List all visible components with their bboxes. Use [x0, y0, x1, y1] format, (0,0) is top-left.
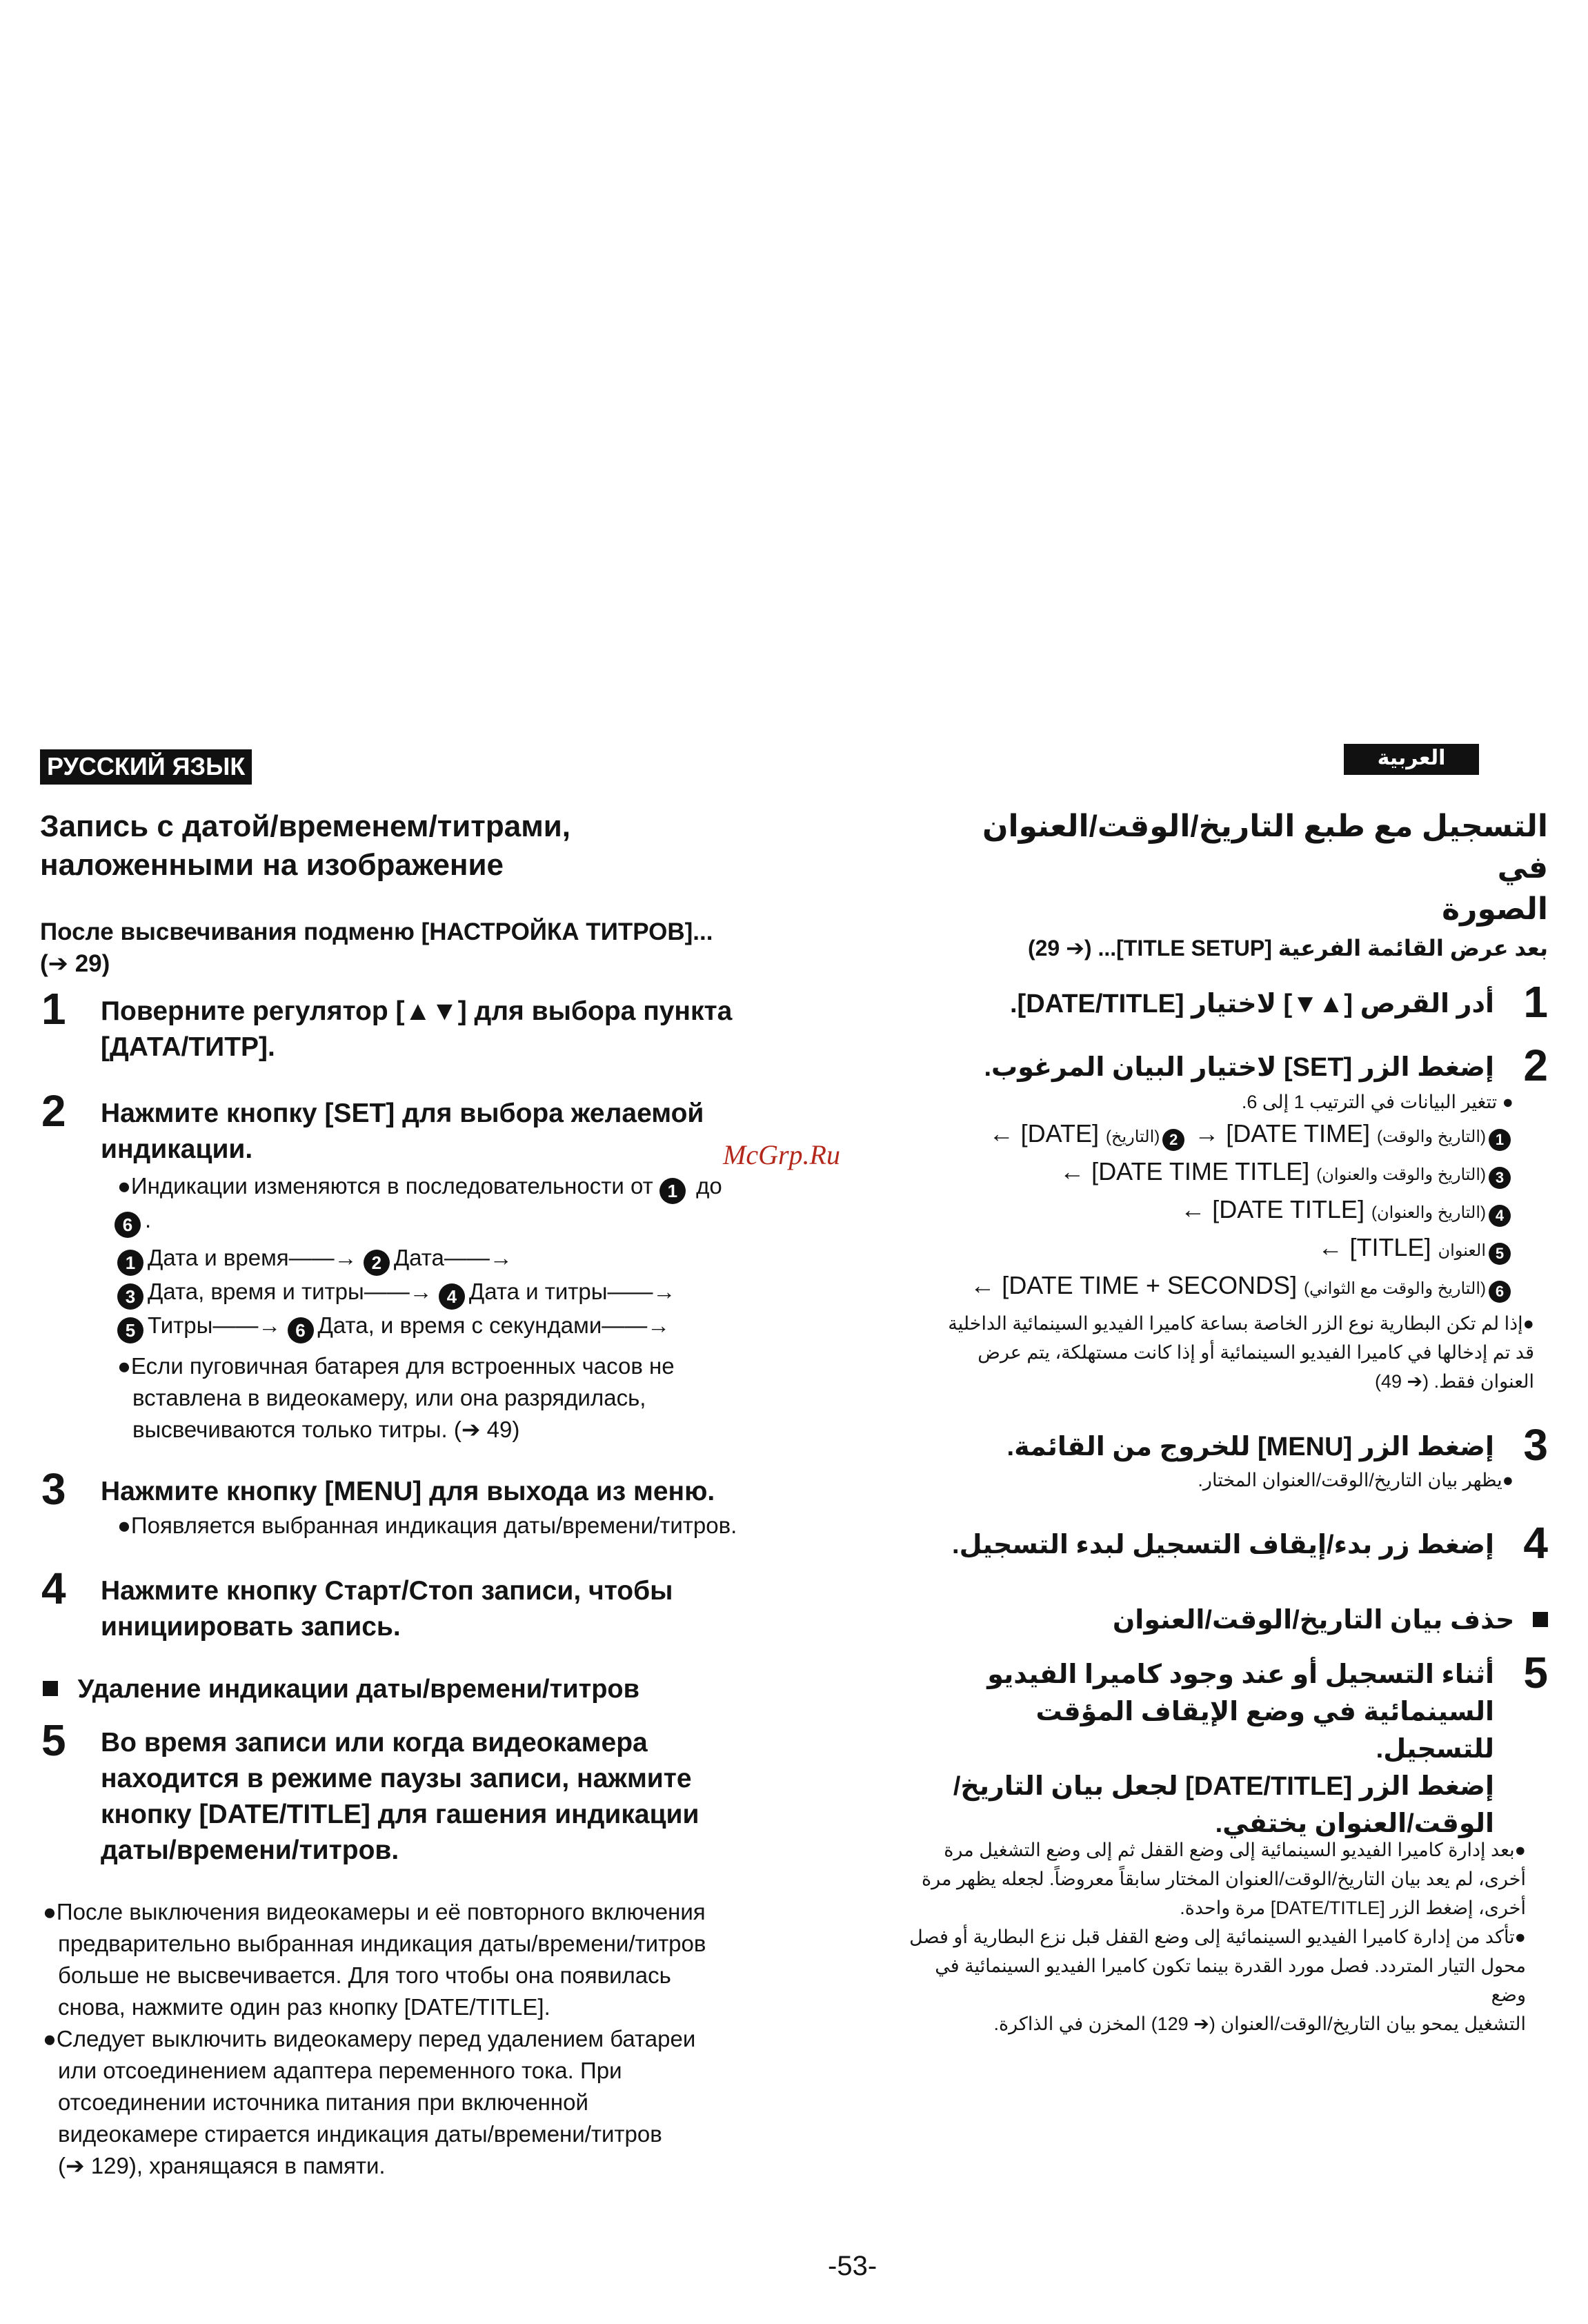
language-tab-russian: РУССКИЙ ЯЗЫК	[40, 749, 252, 785]
watermark-logo: McGrp.Ru	[723, 1139, 840, 1170]
ar-step-2-note-1: ● تتغير البيانات في الترتيب 1 إلى 6.	[1241, 1092, 1513, 1112]
ar-bottom-note-line: محول التيار المتردد. فصل مورد القدرة بينما تكون كاميرا الفيديو السينمائية في وضع	[935, 1956, 1526, 2005]
ar-sequence-line-4	[913, 1230, 1513, 1268]
ar-bottom-note-line: ●تأكد من إدارة كاميرا الفيديو السينمائية إلى وضع القفل قبل نزع البطارية أو فصل	[909, 1927, 1526, 1947]
ar-step-5	[913, 1648, 1548, 1842]
ar-bottom-note-line: ●بعد إدارة كاميرا الفيديو السينمائية إلى وضع القفل ثم إلى وضع التشغيل مرة	[944, 1840, 1526, 1860]
circle-number-icon: 6	[288, 1317, 314, 1343]
ru-step-2	[41, 1086, 828, 1446]
ar-seq-sub: (التاريخ والوقت)	[1377, 1127, 1486, 1146]
circle-number-1-icon: 1	[659, 1178, 686, 1204]
step-number: 2	[41, 1086, 66, 1136]
step-number: 4	[41, 1564, 66, 1613]
ru-step-4	[41, 1564, 828, 1645]
ru-step-4-line-1: Нажмите кнопку Старт/Стоп записи, чтобы	[101, 1576, 673, 1606]
ru-bottom-note-line: предварительно выбранная индикация даты/времени/титров	[58, 1931, 706, 1956]
ru-step-2-line-2: индикации.	[101, 1134, 253, 1164]
ar-step-4	[913, 1518, 1548, 1568]
step-number: 3	[41, 1464, 66, 1514]
circle-number-icon: 5	[117, 1317, 143, 1343]
circle-number-icon: 4	[1489, 1205, 1511, 1227]
ar-intro: بعد عرض القائمة الفرعية [TITLE SETUP]... (➔ 29)	[1027, 936, 1548, 961]
ru-step-3-line-1: Нажмите кнопку [MENU] для выхода из меню.	[101, 1477, 715, 1506]
ru-seq-item: Дата, время и титры——→	[148, 1279, 433, 1304]
ru-intro-line-2: (➔ 29)	[40, 950, 110, 977]
ru-seq-item: Дата и титры——→	[468, 1279, 676, 1304]
ru-seq-item: Дата——→	[393, 1245, 513, 1270]
circle-number-icon: 6	[1489, 1281, 1511, 1303]
ar-note-2-line: العنوان فقط. (➔ 49)	[1374, 1371, 1534, 1392]
step-number: 5	[1523, 1648, 1548, 1697]
ru-bottom-note-2	[43, 2023, 843, 2182]
ar-bottom-note-1	[905, 1835, 1526, 1922]
ru-bottom-note-line: или отсоединением адаптера переменного тока. При	[58, 2058, 622, 2083]
ar-step-5-line-4: الوقت/العنوان يختفي.	[1215, 1809, 1494, 1838]
ru-step-2-note-2	[117, 1350, 855, 1446]
ru-title	[40, 807, 826, 885]
ru-sequence-line-2	[117, 1276, 855, 1310]
ar-remove-heading-text: حذف بيان التاريخ/الوقت/العنوان	[1112, 1606, 1515, 1635]
ru-step-5-line-4: даты/времени/титров.	[101, 1835, 399, 1865]
circle-number-icon: 5	[1489, 1243, 1511, 1265]
ar-step-1	[913, 977, 1548, 1027]
ru-intro-line-1: После высвечивания подменю [НАСТРОЙКА ТИТРОВ]...	[40, 918, 713, 945]
ar-sequence-line-5	[913, 1268, 1513, 1306]
ru-step-3-note: ●Появляется выбранная индикация даты/времени/титров.	[117, 1513, 737, 1538]
circle-number-icon: 1	[117, 1250, 143, 1276]
ar-step-5-line-3: إضغط الزر [DATE/TITLE] لجعل بيان التاريخ/	[953, 1772, 1494, 1801]
step-number: 1	[41, 984, 66, 1034]
step-number: 3	[1523, 1420, 1548, 1470]
ar-seq-sub: العنوان	[1438, 1241, 1486, 1260]
ru-bottom-note-line: ●Следует выключить видеокамеру перед удалением батареи	[43, 2026, 696, 2051]
ru-note-2-line: вставлена в видеокамеру, или она разрядилась,	[132, 1385, 646, 1410]
ar-sequence	[913, 1116, 1513, 1306]
ar-note-2-line: ●إذا لم تكن البطارية نوع الزر الخاصة بساعة كاميرا الفيديو السينمائية الداخلية	[948, 1313, 1534, 1334]
ru-note-1-text: ●Индикации изменяются в последовательности от	[117, 1173, 653, 1199]
ru-seq-item: Дата и время——→	[148, 1245, 357, 1270]
ru-seq-item: Титры——→	[148, 1312, 281, 1338]
ru-seq-item: Дата, и время с секундами——→	[317, 1312, 671, 1338]
step-number: 5	[41, 1715, 66, 1765]
ar-seq-sub: (التاريخ والوقت مع الثواني)	[1304, 1279, 1486, 1298]
ru-remove-heading	[43, 1671, 639, 1707]
ru-step-5-line-3: кнопку [DATE/TITLE] для гашения индикации	[101, 1800, 699, 1829]
ar-step-2-line-1: إضغط الزر [SET] لاختيار البيان المرغوب.	[984, 1053, 1494, 1082]
ru-note-1-mid: до	[696, 1173, 722, 1199]
ru-step-2-line-1: Нажмите кнопку [SET] для выбора желаемой	[101, 1099, 704, 1128]
circle-number-icon: 1	[1489, 1129, 1511, 1151]
ar-remove-heading	[941, 1602, 1548, 1638]
circle-number-6-icon: 6	[115, 1212, 141, 1238]
ar-title	[941, 806, 1548, 930]
ar-sequence-line-1	[913, 1116, 1513, 1154]
ar-seq-sub: (التاريخ)	[1106, 1127, 1160, 1146]
ar-step-3	[913, 1420, 1548, 1495]
ar-bottom-notes	[905, 1835, 1526, 2038]
ar-sequence-line-3	[913, 1192, 1513, 1230]
circle-number-icon: 2	[1162, 1129, 1184, 1151]
ar-seq-item: [TITLE] ←	[1318, 1233, 1431, 1261]
ar-sequence-line-2	[913, 1154, 1513, 1192]
ru-step-1	[41, 984, 828, 1065]
ru-step-3	[41, 1464, 828, 1542]
ru-bottom-note-1	[43, 1896, 843, 2023]
circle-number-icon: 2	[364, 1250, 390, 1276]
step-number: 4	[1523, 1518, 1548, 1568]
ru-step-2-note-1-end: 6 .	[115, 1204, 855, 1238]
ar-seq-item: [DATE] ←	[989, 1119, 1099, 1148]
ru-step-1-line-1: Поверните регулятор [▲▼] для выбора пункта	[101, 996, 733, 1026]
ar-step-5-line-1: أثناء التسجيل أو عند وجود كاميرا الفيديو	[987, 1660, 1494, 1689]
ru-sequence-line-3	[117, 1310, 855, 1343]
page-number: -53-	[828, 2251, 877, 2281]
circle-number-icon: 3	[117, 1283, 143, 1310]
ru-title-line-2: наложенными на изображение	[40, 848, 504, 882]
ru-step-1-line-2: [ДАТА/ТИТР].	[101, 1032, 275, 1062]
ru-step-2-note-1	[117, 1170, 855, 1204]
ru-bottom-note-line: больше не высвечивается. Для того чтобы она появилась	[58, 1962, 671, 1988]
ar-step-5-line-2: السينمائية في وضع الإيقاف المؤقت للتسجيل.	[1035, 1697, 1494, 1764]
ru-bottom-note-line: отсоединении источника питания при включенной	[58, 2089, 588, 2115]
ar-bottom-note-line: أخرى، لم يعد بيان التاريخ/الوقت/العنوان المختار سابقاً معروضاً. لجعله يظهر مرة	[921, 1869, 1526, 1889]
ru-step-5-line-2: находится в режиме паузы записи, нажмите	[101, 1764, 692, 1793]
ru-step-4-line-2: инициировать запись.	[101, 1612, 401, 1642]
ar-title-line-1: التسجيل مع طبع التاريخ/الوقت/العنوان في	[982, 809, 1548, 885]
ru-bottom-note-line: видеокамере стирается индикация даты/времени/титров	[58, 2121, 662, 2147]
ar-step-2	[913, 1041, 1548, 1396]
ru-sequence	[117, 1242, 855, 1343]
square-bullet-icon	[1533, 1612, 1548, 1627]
ar-seq-item: [DATE TITLE] ←	[1180, 1195, 1364, 1223]
ar-seq-item: [DATE TIME + SECONDS] ←	[970, 1271, 1298, 1299]
ar-seq-sub: (التاريخ والعنوان)	[1371, 1203, 1486, 1222]
ar-bottom-note-2	[905, 1922, 1526, 2038]
ru-sequence-line-1	[117, 1242, 855, 1276]
square-bullet-icon	[43, 1681, 58, 1696]
ar-step-3-note: ●يظهر بيان التاريخ/الوقت/العنوان المختار.	[1198, 1470, 1513, 1490]
ar-seq-sub: (التاريخ والوقت والعنوان)	[1316, 1165, 1486, 1184]
ar-seq-item: [DATE TIME TITLE] ←	[1060, 1157, 1310, 1185]
ru-bottom-note-line: (➔ 129), хранящаяся в памяти.	[58, 2153, 386, 2178]
ru-note-2-line: высвечиваются только титры. (➔ 49)	[132, 1417, 520, 1442]
ru-bottom-note-line: снова, нажмите один раз кнопку [DATE/TITLE].	[58, 1994, 550, 2020]
ar-bottom-note-line: أخرى، إضغط الزر [DATE/TITLE] مرة واحدة.	[1180, 1898, 1526, 1918]
circle-number-icon: 3	[1489, 1167, 1511, 1189]
ru-note-2-line: ●Если пуговичная батарея для встроенных часов не	[117, 1353, 675, 1379]
ru-title-line-1: Запись с датой/временем/титрами,	[40, 809, 571, 843]
ar-note-2-line: قد تم إدخالها في كاميرا الفيديو السينمائية أو إذا كانت مستهلكة، يتم عرض	[977, 1342, 1534, 1363]
circle-number-icon: 4	[439, 1283, 465, 1310]
ar-step-4-line-1: إضغط زر بدء/إيقاف التسجيل لبدء التسجيل.	[952, 1530, 1494, 1559]
ru-bottom-notes	[43, 1896, 843, 2182]
ru-intro	[40, 916, 826, 980]
ru-remove-heading-text: Удаление индикации даты/времени/титров	[77, 1675, 639, 1704]
ar-step-2-note-2	[913, 1309, 1534, 1396]
ru-bottom-note-line: ●После выключения видеокамеры и её повторного включения	[43, 1899, 706, 1924]
ru-step-5-line-1: Во время записи или когда видеокамера	[101, 1728, 648, 1757]
ar-step-3-line-1: إضغط الزر [MENU] للخروج من القائمة.	[1006, 1432, 1494, 1461]
ru-step-5	[41, 1715, 828, 1869]
step-number: 2	[1523, 1041, 1548, 1090]
ar-title-line-2: الصورة	[1442, 892, 1548, 926]
step-number: 1	[1523, 977, 1548, 1027]
ar-bottom-note-line: التشغيل يمحو بيان التاريخ/الوقت/العنوان (➔ 129) المخزن في الذاكرة.	[993, 2013, 1526, 2034]
ar-step-1-line-1: أدر القرص [▲▼] لاختيار [DATE/TITLE].	[1009, 989, 1494, 1018]
ar-seq-item: [DATE TIME] →	[1194, 1119, 1371, 1148]
language-tab-arabic: العربية	[1344, 744, 1479, 775]
